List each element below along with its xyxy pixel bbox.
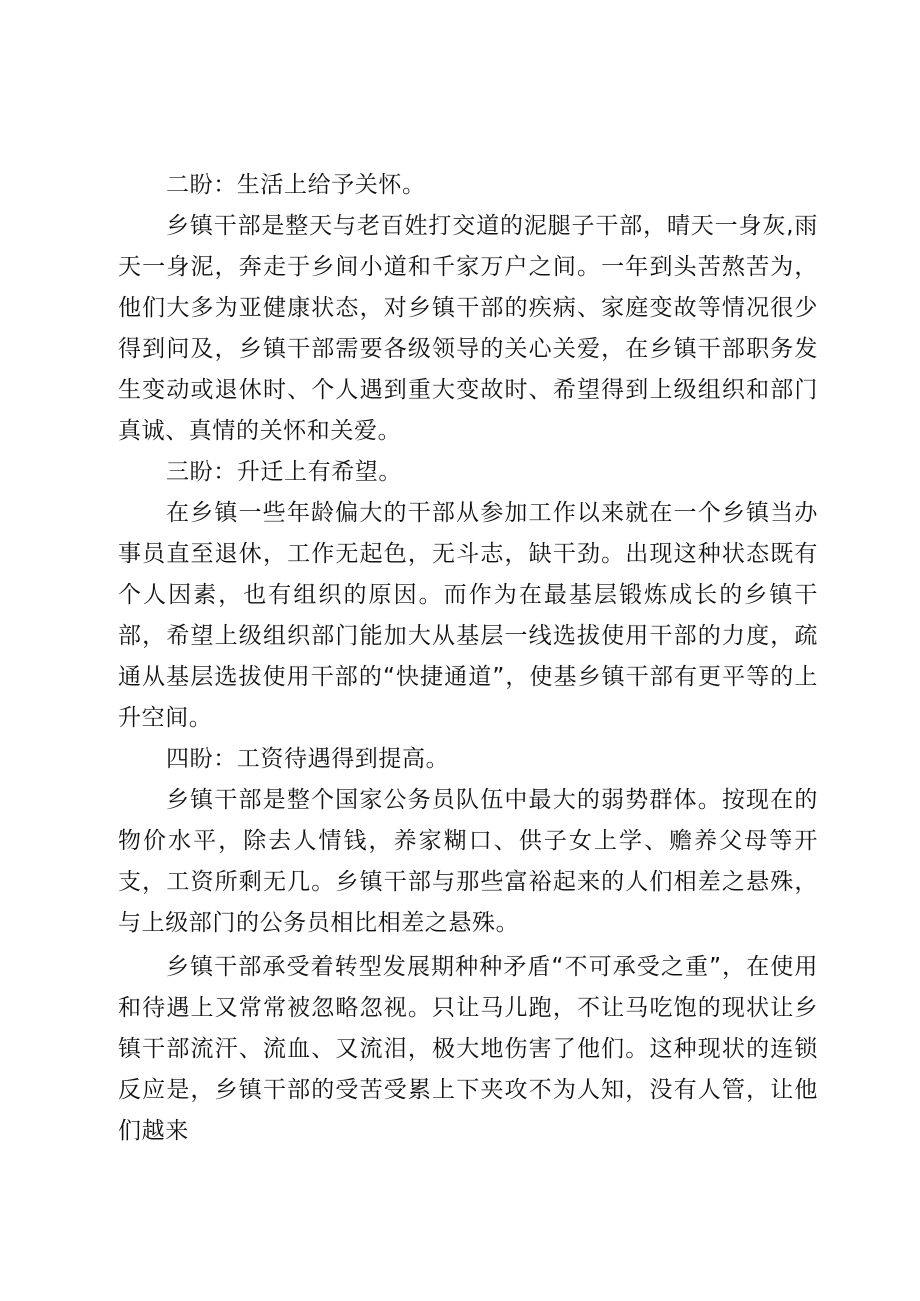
body-paragraph: 乡镇干部承受着转型发展期种种矛盾“不可承受之重”，在使用和待遇上又常常被忽略忽视。只让马儿跑，不让马吃饱的现状让乡镇干部流汗、流血、又流泪，极大地伤害了他们。这种现状的连锁反应是，乡镇干部的受苦受累上下夹攻不为人知，没有人管，让他们越来 [118, 954, 818, 1144]
section-heading-3: 三盼：升迁上有希望。 [166, 459, 402, 485]
section-heading-2: 二盼：生活上给予关怀。 [166, 172, 426, 198]
section-heading-4: 四盼：工资待遇得到提高。 [166, 746, 450, 772]
document-body [118, 165, 818, 1152]
body-paragraph: 乡镇干部是整个国家公务员队伍中最大的弱势群体。按现在的物价水平，除去人情钱，养家糊口、供子女上学、赡养父母等开支，工资所剩无几。乡镇干部与那些富裕起来的人们相差之悬殊，与上级部门的公务员相比相差之悬殊。 [118, 787, 818, 936]
body-paragraph: 在乡镇一些年龄偏大的干部从参加工作以来就在一个乡镇当办事员直至退休，工作无起色，无斗志，缺干劲。出现这种状态既有个人因素，也有组织的原因。而作为在最基层锻炼成长的乡镇干部，希望上级组织部门能加大从基层一线选拔使用干部的力度，疏通从基层选拔使用干部的“快捷通道”，使基乡镇干部有更平等的上升空间。 [118, 500, 818, 731]
body-paragraph: 乡镇干部是整天与老百姓打交道的泥腿子干部，晴天一身灰,雨天一身泥，奔走于乡间小道和千家万户之间。一年到头苦熬苦为，他们大多为亚健康状态，对乡镇干部的疾病、家庭变故等情况很少得到问及，乡镇干部需要各级领导的关心关爱，在乡镇干部职务发生变动或退休时、个人遇到重大变故时、希望得到上级组织和部门真诚、真情的关怀和关爱。 [118, 213, 818, 444]
